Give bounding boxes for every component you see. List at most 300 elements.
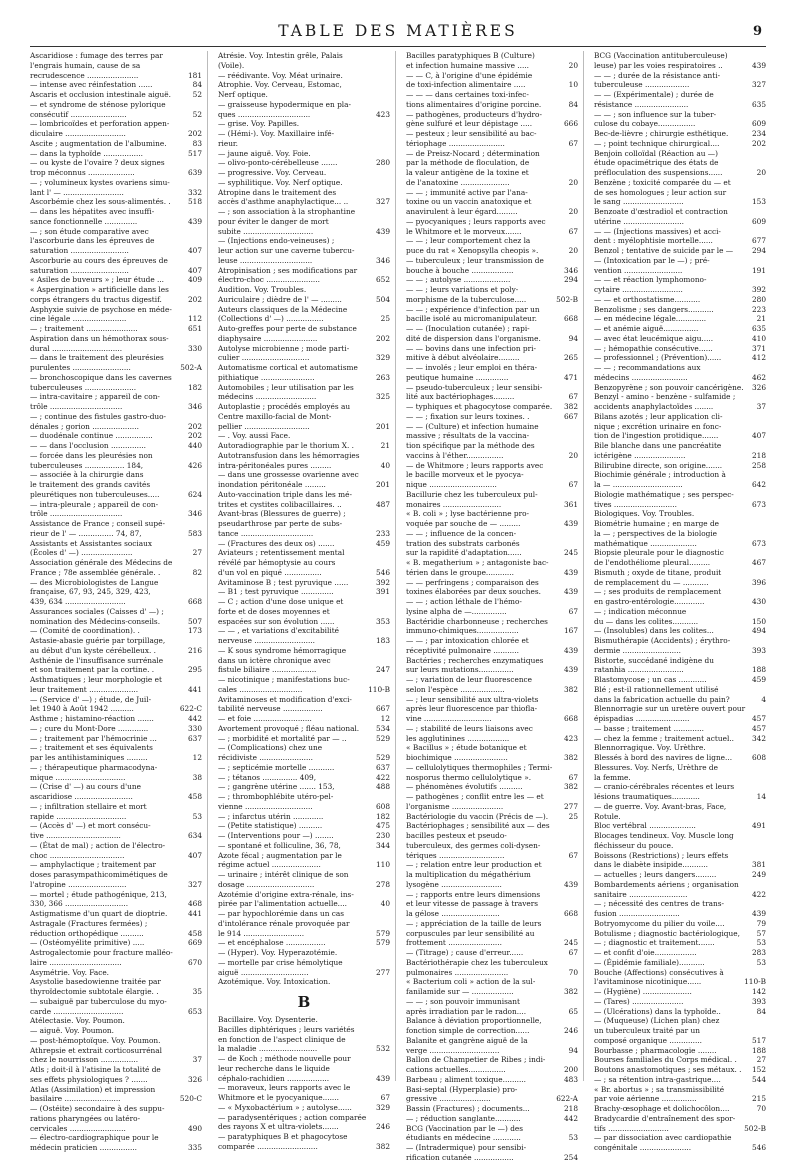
index-entry [406, 724, 578, 734]
entry-page: 10 [568, 80, 578, 90]
entry-text: — (Fractures des deux os) ....... [218, 538, 335, 548]
entry-text: l'ascorburie dans les épreuves de [30, 236, 155, 246]
entry-text: — des Microbiologistes de Langue [30, 577, 159, 587]
entry-page: 52 [192, 90, 202, 99]
entry-text: leur recherche dans le liquide [218, 1063, 330, 1073]
index-entry [218, 977, 390, 987]
entry-text: Blennorragie sur un uretère ouvert pour [594, 704, 746, 714]
index-entry [30, 938, 202, 948]
index-entry [406, 461, 578, 471]
entry-text: — ; cure du Mont-Dore ............. [30, 723, 149, 733]
index-entry [406, 529, 578, 539]
entry-text: intra-péritonéales pures ......... [218, 460, 332, 470]
entry-page: 249 [751, 870, 766, 879]
index-entry [594, 275, 766, 285]
index-entry [30, 227, 202, 237]
index-entry [30, 295, 202, 305]
index-entry [218, 100, 390, 110]
entry-text: aiguë ............................. [218, 967, 309, 977]
index-entry [594, 285, 766, 295]
index-entry [218, 1113, 390, 1123]
entry-text: céphalo-rachidien .................. [218, 1073, 330, 1083]
index-entry [406, 948, 578, 958]
index-entry [594, 461, 766, 471]
entry-text: tuberculeuses ...................... [30, 382, 137, 392]
index-entry [30, 207, 202, 217]
entry-text: pulmonaires ....................... [406, 967, 509, 977]
entry-text: — ; volumineux kystes ovariens simu- [30, 177, 170, 187]
index-entry [30, 763, 202, 773]
entry-page: 65 [568, 1006, 578, 1016]
index-entry [218, 266, 390, 276]
index-entry [30, 958, 202, 968]
index-entry [218, 909, 390, 919]
index-entry [406, 61, 578, 71]
entry-text: Bradycardie d'entraînement des spor- [594, 1113, 736, 1123]
index-entry [406, 880, 578, 890]
entry-page: 188 [751, 1045, 766, 1055]
entry-text: Bacilles paratyphiques B (Culture) [406, 51, 535, 60]
entry-page: 667 [375, 704, 390, 714]
index-entry [594, 129, 766, 139]
index-entry [406, 617, 578, 627]
entry-text: trôle ............................... [30, 402, 123, 411]
index-entry [30, 704, 202, 714]
index-entry [218, 344, 390, 354]
index-entry [218, 246, 390, 256]
index-column [30, 51, 208, 1152]
entry-page: 392 [751, 285, 766, 294]
entry-text: tives ........................... [594, 499, 677, 509]
entry-text: Benzyl - amino - benzène - sulfamide ; [594, 392, 736, 402]
index-entry [218, 753, 390, 763]
entry-page: 246 [375, 1122, 390, 1132]
entry-text: — duodénale continue ................ [30, 431, 153, 441]
entry-page: 422 [751, 889, 766, 899]
index-entry [30, 90, 202, 100]
index-entry [594, 422, 766, 432]
index-entry [30, 285, 202, 295]
entry-text: Benzoate d'œstradiol et contraction [594, 207, 728, 216]
index-entry [218, 90, 390, 100]
entry-text: sur leurs mutations............... [406, 665, 514, 675]
index-entry [30, 383, 202, 393]
index-entry [30, 675, 202, 685]
index-entry [594, 568, 766, 578]
entry-page: 40 [380, 460, 390, 470]
index-entry [406, 246, 578, 256]
entry-text: corps étrangers du tractus digestif. [30, 294, 162, 304]
index-entry [218, 714, 390, 724]
entry-page: 182 [375, 811, 390, 821]
entry-page: 468 [187, 899, 202, 909]
index-entry [406, 938, 578, 948]
entry-page: 392 [375, 577, 390, 587]
index-entry [30, 626, 202, 636]
entry-text: — (État de mal) ; action de l'électro- [30, 840, 166, 850]
index-entry [594, 880, 766, 890]
entry-text: bacille isolé au micromanipulateur. [406, 314, 537, 324]
index-entry [594, 724, 766, 734]
index-entry [30, 870, 202, 880]
index-entry [406, 899, 578, 909]
entry-text: — . Voy. aussi Face. [218, 431, 291, 441]
entry-page: 20 [568, 207, 578, 216]
entry-text: peutique humaine .............. [406, 372, 509, 382]
index-entry [218, 119, 390, 129]
entry-page: 382 [563, 402, 578, 411]
index-entry [218, 704, 390, 714]
entry-text: dent : myélophtisie mortelle...... [594, 236, 713, 246]
index-entry [406, 958, 578, 968]
entry-text: — — (Culture) et infection humaine [406, 421, 539, 431]
entry-text: — nicotinique ; manifestations buc- [218, 675, 350, 684]
entry-text: régime actuel ..................... [218, 860, 321, 870]
entry-page: 83 [192, 138, 202, 148]
index-entry [30, 802, 202, 812]
entry-page: 215 [751, 1094, 766, 1104]
entry-page: 622-C [179, 704, 202, 714]
index-entry [218, 519, 390, 529]
entry-text: cytaire .......................... [594, 285, 683, 294]
index-entry [594, 539, 766, 549]
index-entry [218, 51, 390, 61]
entry-page: 439 [563, 587, 578, 597]
index-entry [218, 558, 390, 568]
index-entry [406, 841, 578, 851]
entry-text: consécutif ........................ [30, 109, 127, 119]
entry-text: subite .............................. [218, 226, 314, 236]
index-entry [30, 1143, 202, 1153]
index-entry [30, 656, 202, 666]
entry-text: — (Hémi-). Voy. Maxillaire infé- [218, 129, 335, 138]
index-entry [406, 285, 578, 295]
entry-text: la femme. [594, 772, 631, 782]
entry-text: dans la fabrication actuelle du pain? [594, 694, 730, 704]
entry-page: 202 [187, 431, 202, 441]
index-entry [30, 665, 202, 675]
index-entry [594, 51, 766, 61]
entry-text: lysogène .......................... [406, 879, 502, 889]
entry-page: 37 [756, 402, 766, 411]
entry-text: cervicales ........................ [30, 1123, 126, 1133]
entry-text: recrudescence ...................... [30, 70, 139, 80]
entry-text: — chez la femme ; traitement actuel.. [594, 733, 734, 743]
entry-text: Bourbasse ; pharmacologie ........ [594, 1045, 717, 1055]
entry-page: 440 [187, 441, 202, 450]
entry-text: Autoradiographie par le thorium X. . [218, 441, 354, 450]
index-entry [406, 500, 578, 510]
entry-text: — — ; immunité active par l'ana- [406, 187, 528, 197]
entry-text: frottement ....................... [406, 938, 502, 948]
entry-text: et leur vitesse de passage à travers [406, 899, 538, 909]
entry-text: chez le nourrisson ................ [30, 1055, 139, 1065]
index-entry [218, 1142, 390, 1152]
entry-text: — forcée dans les pleurésies non [30, 450, 153, 460]
index-entry [30, 422, 202, 432]
entry-text: — mortelle par crise hémolytique [218, 957, 343, 967]
index-entry [406, 1085, 578, 1095]
entry-page: 12 [380, 714, 390, 723]
entry-text: médecins .......................... [218, 392, 317, 402]
index-entry [594, 61, 766, 71]
index-entry [30, 344, 202, 354]
index-entry [30, 724, 202, 734]
entry-text: — typhiques et phagocytose comparée. [406, 402, 553, 411]
entry-page: 642 [751, 480, 766, 489]
entry-text: Blastomycose ; un cas ............ [594, 675, 707, 684]
index-entry [218, 1093, 390, 1103]
entry-page: 183 [375, 636, 390, 645]
entry-text: tabilité nerveuse ................. [218, 704, 323, 714]
entry-text: Benzopyrène ; son pouvoir cancérigène. [594, 382, 744, 392]
index-entry [30, 1124, 202, 1134]
entry-text: — ; leur sensibilité aux ultra-violets [406, 694, 539, 704]
index-entry [218, 1035, 390, 1045]
entry-text: — ; son étude comparative avec [30, 226, 149, 236]
entry-text: gène sulfuré et leur dépistage ..... [406, 119, 533, 129]
entry-text: — associée à la chirurgie dans [30, 470, 144, 480]
entry-text: Automobiles ; leur utilisation par les [218, 382, 354, 392]
entry-text: Bismuth ; oxyde de titane, produit [594, 567, 722, 577]
section-letter: B [297, 993, 311, 1011]
index-entry [406, 1124, 578, 1134]
index-entry [218, 870, 390, 880]
index-entry [594, 441, 766, 451]
entry-text: la gélose ......................... [406, 909, 500, 918]
index-entry [594, 695, 766, 705]
index-entry [30, 890, 202, 900]
index-entry [406, 646, 578, 656]
index-entry [218, 1074, 390, 1084]
index-entry [406, 139, 578, 149]
entry-text: tance ............................... [218, 528, 314, 538]
entry-page: 35 [192, 987, 202, 996]
entry-text: tions alimentaires d'origine porcine. [406, 99, 542, 109]
index-entry [218, 968, 390, 978]
index-entry [30, 1055, 202, 1065]
entry-text: — — ; action léthale de l'hémo- [406, 597, 522, 606]
entry-text: Azotémie d'origine extra-rénale, ins- [218, 889, 354, 899]
entry-text: vention ......................... [594, 265, 683, 275]
entry-text: — mortel ; étude pathogénique, 213, [30, 889, 167, 899]
entry-text: bacilles pesteux et pseudo- [406, 831, 507, 840]
entry-text: toxine ou un vaccin anatoxique et [406, 197, 532, 207]
entry-page: 423 [563, 733, 578, 743]
entry-page: 346 [375, 255, 390, 265]
index-entry [406, 919, 578, 929]
index-entry [218, 353, 390, 363]
entry-page: 67 [568, 606, 578, 616]
index-entry [406, 773, 578, 783]
index-entry [218, 217, 390, 227]
entry-text: BCG (Vaccination par le —) des [406, 1123, 524, 1133]
index-entry [406, 1104, 578, 1114]
entry-text: Bouche (Affections) consécutives à [594, 967, 724, 977]
entry-text: Basi-septal (Hyperplasie) pro- [406, 1084, 518, 1094]
index-entry [218, 958, 390, 968]
entry-text: Blé ; est-il rationnellement utilisé [594, 684, 719, 694]
entry-text: d'un vol en piqué ................ [218, 567, 322, 577]
entry-text: Auto-greffes pour perte de substance [218, 324, 357, 333]
index-entry [594, 870, 766, 880]
entry-page: 246 [563, 1026, 578, 1035]
index-entry [218, 860, 390, 870]
index-entry [594, 392, 766, 402]
entry-text: — et encéphalose ................. [218, 938, 326, 948]
index-entry [30, 490, 202, 500]
entry-text: du — dans les colites........... [594, 616, 699, 626]
entry-text: Boutons anastomotiques ; ses métaux. . [594, 1065, 742, 1074]
entry-text: Bacillaire. Voy. Dysenterie. [218, 1015, 318, 1024]
entry-text: des rayons X et ultra-violets....... [218, 1122, 339, 1132]
entry-page: 407 [751, 431, 766, 441]
entry-page: 94 [568, 333, 578, 343]
entry-text: Azote fécal ; augmentation par le [218, 850, 342, 860]
entry-text: Auriculaire ; dièdre de l' — ......... [218, 294, 342, 304]
entry-page: 652 [375, 275, 390, 285]
entry-text: les agglutinines .................. [406, 733, 510, 743]
entry-text: et infection humaine massive ..... [406, 60, 529, 70]
index-entry [30, 860, 202, 870]
entry-page: 326 [751, 382, 766, 392]
entry-text: Bactériologie du vaccin (Précis de —). [406, 811, 549, 821]
entry-page: 439 [563, 567, 578, 577]
index-entry [406, 977, 578, 987]
entry-text: Atlas (Assimilation) et impression [30, 1084, 156, 1094]
entry-page: 488 [375, 782, 390, 792]
index-entry [30, 529, 202, 539]
index-entry [406, 344, 578, 354]
index-entry [30, 578, 202, 588]
entry-text: espacées sur son évolution ...... [218, 616, 335, 626]
index-entry [406, 1094, 578, 1104]
entry-page: 21 [380, 441, 390, 450]
index-entry [406, 227, 578, 237]
index-entry [406, 236, 578, 246]
index-entry [30, 919, 202, 929]
index-entry [30, 80, 202, 90]
index-entry [30, 685, 202, 695]
entry-text: rieur. [218, 138, 238, 148]
index-entry [30, 1026, 202, 1036]
entry-page: 181 [187, 70, 202, 80]
index-entry [218, 149, 390, 159]
entry-page: 441 [187, 684, 202, 694]
entry-text: l'atropine ......................... [30, 879, 127, 889]
index-entry [594, 451, 766, 461]
entry-text: — (Crise d' —) au cours d'une [30, 782, 141, 792]
entry-text: — (Interventions pour —) ........ [218, 831, 334, 840]
index-entry [594, 197, 766, 207]
index-entry [30, 236, 202, 246]
entry-text: Bacillurie chez les tuberculeux pul- [406, 489, 538, 499]
index-entry [30, 1133, 202, 1143]
index-entry [218, 334, 390, 344]
index-entry [594, 968, 766, 978]
index-entry [406, 539, 578, 549]
entry-page: 502-B [556, 294, 578, 304]
entry-text: étudiants en médecine ............ [406, 1133, 521, 1143]
index-entry [218, 1064, 390, 1074]
index-entry [30, 246, 202, 256]
index-entry [218, 402, 390, 412]
index-entry [594, 227, 766, 237]
entry-text: Asthénie de l'insuffisance surrénale [30, 655, 164, 665]
entry-text: — ; thérapeutique pharmacodyna- [30, 762, 158, 772]
entry-page: 609 [751, 216, 766, 226]
index-entry [594, 656, 766, 666]
entry-page: 280 [375, 158, 390, 168]
index-entry [30, 558, 202, 568]
entry-text: — ; son association à la strophantine [218, 207, 356, 216]
entry-page: 327 [751, 80, 766, 90]
entry-page: 67 [568, 392, 578, 402]
index-entry [594, 763, 766, 773]
entry-page: 439 [751, 909, 766, 918]
entry-page: 277 [563, 801, 578, 811]
entry-page: 382 [563, 782, 578, 792]
index-entry [406, 714, 578, 724]
entry-text: cales ........................... [218, 684, 303, 694]
entry-text: Botryomycome du pilier du voile.... [594, 918, 725, 928]
entry-page: 67 [568, 138, 578, 148]
index-entry [30, 470, 202, 480]
index-entry [218, 529, 390, 539]
index-entry [218, 763, 390, 773]
index-entry [218, 451, 390, 461]
entry-text: — — (Inoculation cutanée) ; rapi- [406, 324, 530, 333]
entry-text: au début d'un kyste cérébelleux. . [30, 645, 156, 655]
entry-text: Biochimie générale ; introduction à [594, 470, 726, 480]
entry-text: tériques ............................ [406, 850, 505, 860]
entry-text: — ; septicémie mortelle ........... [218, 762, 335, 772]
entry-text: Brachy-œsophage et dolichocôlon.... [594, 1104, 730, 1113]
entry-text: ses effets physiologiques ? ....... [30, 1074, 148, 1084]
index-entry [30, 129, 202, 139]
index-entry [406, 119, 578, 129]
index-entry [594, 168, 766, 178]
index-entry [594, 470, 766, 480]
index-entry [406, 490, 578, 500]
entry-page: 70 [756, 1104, 766, 1113]
entry-page: 634 [187, 831, 202, 840]
entry-text: par la méthode de floculation, de [406, 158, 530, 168]
index-entry [30, 695, 202, 705]
index-entry [406, 402, 578, 412]
entry-page: 677 [751, 236, 766, 246]
entry-page: 53 [568, 1133, 578, 1143]
index-entry [406, 71, 578, 81]
entry-page: 247 [375, 665, 390, 675]
entry-page: 173 [187, 626, 202, 636]
index-entry [594, 295, 766, 305]
entry-text: — (Complications) chez une [218, 743, 323, 753]
entry-text: — (Injections endo-veineuses) ; [218, 236, 335, 246]
entry-text: — actuelles ; leurs dangers......... [594, 870, 717, 879]
entry-text: rieur de l' — ............... 74, 87, [30, 528, 142, 538]
entry-page: 391 [375, 587, 390, 597]
entry-text: Association générale des Médecins de [30, 558, 173, 567]
index-entry [218, 197, 390, 207]
entry-page: 504 [375, 294, 390, 304]
index-entry [406, 1046, 578, 1056]
index-entry [218, 812, 390, 822]
index-entry [594, 402, 766, 412]
entry-text: — ; continue des fistules gastro-duo- [30, 411, 167, 421]
index-entry [30, 929, 202, 939]
index-entry [218, 178, 390, 188]
